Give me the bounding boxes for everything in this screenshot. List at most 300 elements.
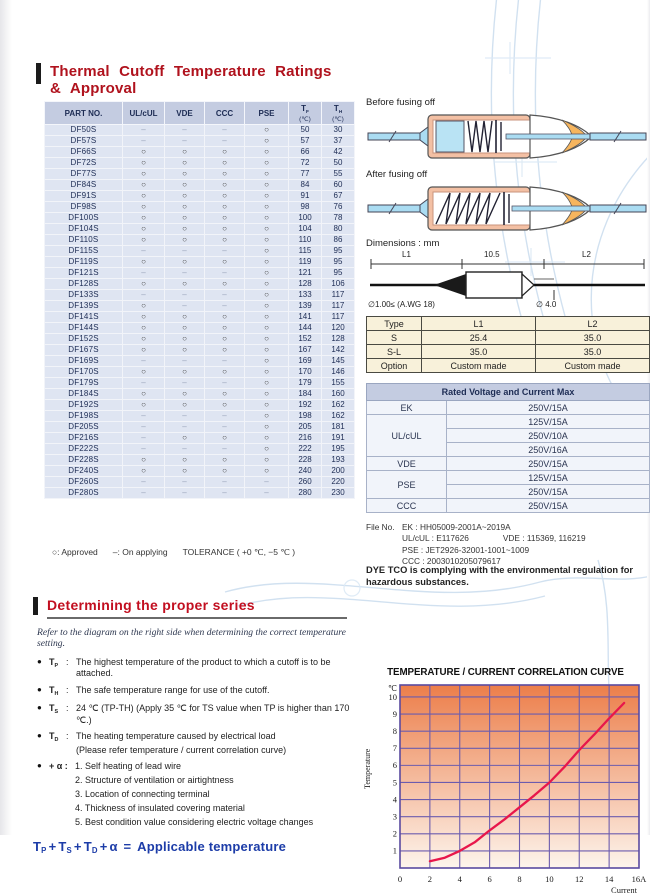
table-row	[45, 279, 355, 290]
file-no-label: File No.	[366, 522, 395, 532]
approval-mark: ○	[123, 213, 165, 224]
alpha-items	[75, 761, 313, 830]
tf-cell: 57	[289, 136, 322, 147]
approval-mark: ○	[205, 345, 245, 356]
file-no-entry: PSE : JET2926-32001-1001~1009	[402, 544, 530, 555]
th-cell: 117	[322, 312, 355, 323]
term-description	[76, 657, 365, 680]
approval-mark: ○	[245, 136, 289, 147]
approval-mark: ○	[205, 367, 245, 378]
page-title	[36, 63, 344, 104]
dimension-value: 25.4	[422, 331, 536, 345]
approval-mark: ○	[245, 246, 289, 257]
th-cell: 191	[322, 433, 355, 444]
ratings-table	[44, 101, 355, 499]
tf-cell: 222	[289, 444, 322, 455]
tf-cell: 280	[289, 488, 322, 499]
wire-diameter-label: ∅1.00≤ (A.WG 18)	[368, 300, 435, 309]
rating-value: 250V/15A	[447, 485, 650, 499]
th-cell: 50	[322, 158, 355, 169]
approval-mark: ○	[123, 323, 165, 334]
part-cell: DF121S	[45, 268, 123, 279]
heading-accent-bar	[33, 597, 38, 615]
tf-cell: 192	[289, 400, 322, 411]
file-numbers	[366, 522, 649, 568]
approval-mark: ○	[245, 444, 289, 455]
determining-heading-text: Determining the proper series	[47, 597, 347, 619]
th-cell: 80	[322, 224, 355, 235]
svg-text:3: 3	[392, 811, 397, 822]
approval-mark: –	[205, 136, 245, 147]
table-row	[367, 345, 650, 359]
approval-mark: ○	[165, 455, 205, 466]
approval-mark: –	[205, 268, 245, 279]
part-cell: DF280S	[45, 488, 123, 499]
tf-cell: 216	[289, 433, 322, 444]
approval-mark: –	[205, 444, 245, 455]
approval-mark: ○	[165, 257, 205, 268]
ratings-header-row	[45, 102, 355, 125]
svg-text:6: 6	[487, 874, 492, 884]
svg-text:7: 7	[392, 743, 397, 754]
th-cell: 37	[322, 136, 355, 147]
approval-mark: ○	[245, 290, 289, 301]
approval-mark: ○	[123, 158, 165, 169]
approval-mark: –	[123, 422, 165, 433]
term-separator: :	[66, 703, 69, 714]
table-row	[367, 499, 650, 513]
approval-mark: –	[123, 433, 165, 444]
approval-mark: ○	[123, 180, 165, 191]
col-part-no: PART NO.	[45, 102, 123, 125]
approval-mark: ○	[165, 323, 205, 334]
approval-mark: –	[123, 268, 165, 279]
temperature-term-list	[33, 657, 365, 756]
th-cell: 42	[322, 147, 355, 158]
svg-text:5: 5	[392, 777, 397, 788]
fuse-before-diagram	[366, 108, 649, 165]
file-no-entry: EK : HH05009-2001A~2019A	[402, 522, 511, 532]
part-cell: DF141S	[45, 312, 123, 323]
approval-mark: ○	[123, 147, 165, 158]
term-bullet	[37, 731, 365, 756]
th-cell: 95	[322, 268, 355, 279]
dimension-value: 35.0	[422, 345, 536, 359]
chart-plot-area	[376, 680, 649, 890]
term-separator: :	[66, 657, 69, 667]
approval-mark: –	[123, 411, 165, 422]
alpha-label: + α :	[49, 761, 68, 772]
approval-mark: –	[165, 411, 205, 422]
tf-cell: 167	[289, 345, 322, 356]
table-row	[45, 147, 355, 158]
dim-mid-label: 10.5	[484, 250, 500, 259]
dimensions-table	[366, 316, 650, 373]
th-cell: 76	[322, 202, 355, 213]
part-cell: DF115S	[45, 246, 123, 257]
title-accent-bar	[36, 63, 41, 84]
table-row	[45, 246, 355, 257]
tf-cell: 119	[289, 257, 322, 268]
table-row	[45, 169, 355, 180]
approval-mark: ○	[123, 400, 165, 411]
approval-mark: ○	[205, 466, 245, 477]
table-row	[45, 323, 355, 334]
page-title-text: Thermal Cutoff Temperature Ratings & Approval	[50, 63, 344, 104]
approval-mark: ○	[123, 367, 165, 378]
term-bullet	[37, 657, 365, 680]
approval-mark: ○	[123, 235, 165, 246]
part-cell: DF98S	[45, 202, 123, 213]
th-cell: 86	[322, 235, 355, 246]
approval-mark: ○	[123, 169, 165, 180]
tf-cell: 205	[289, 422, 322, 433]
part-cell: DF216S	[45, 433, 123, 444]
approval-mark: ○	[205, 279, 245, 290]
table-row	[45, 389, 355, 400]
approval-mark: ○	[205, 147, 245, 158]
plus-operator: +	[99, 839, 108, 855]
approval-mark: ○	[165, 180, 205, 191]
term-description-line: The heating temperature caused by electrical load	[76, 731, 276, 742]
table-row	[45, 202, 355, 213]
determining-section	[33, 597, 365, 855]
determining-heading	[33, 597, 365, 619]
rating-value: 250V/15A	[447, 401, 650, 415]
before-fusing-label: Before fusing off	[366, 97, 436, 108]
svg-text:1: 1	[392, 845, 397, 856]
tf-cell: 179	[289, 378, 322, 389]
file-no-entry: UL/cUL : E117626	[402, 533, 469, 544]
term-subscript: H	[54, 691, 59, 697]
th-cell: 220	[322, 477, 355, 488]
dimensions-title: Dimensions : mm	[366, 238, 440, 249]
determining-intro: Refer to the diagram on the right side when determining the correct temperature setting.	[37, 627, 346, 649]
approval-mark: ○	[165, 389, 205, 400]
tf-cell: 240	[289, 466, 322, 477]
approval-mark: –	[165, 125, 205, 136]
term-description-line: 24 ℃ (TP-TH) (Apply 35 ℃ for TS value when TP is higher than 170 ℃.)	[76, 703, 350, 725]
approval-mark: ○	[205, 202, 245, 213]
part-cell: DF110S	[45, 235, 123, 246]
dimensions-col-header: L1	[422, 317, 536, 331]
approval-mark: –	[205, 422, 245, 433]
approval-mark: –	[123, 378, 165, 389]
table-row	[45, 444, 355, 455]
svg-text:8: 8	[392, 725, 397, 736]
part-cell: DF222S	[45, 444, 123, 455]
equals-operator: =	[119, 839, 136, 855]
rohs-note: DYE TCO is complying with the environmental regulation for hazardous substances.	[366, 565, 634, 588]
th-cell: 55	[322, 169, 355, 180]
approval-mark: –	[205, 301, 245, 312]
tf-cell: 104	[289, 224, 322, 235]
approval-mark: ○	[165, 202, 205, 213]
term-subscript: D	[54, 737, 59, 744]
approval-mark: ○	[165, 400, 205, 411]
approval-mark: ○	[205, 224, 245, 235]
rating-value: 250V/16A	[447, 443, 650, 457]
ratings-legend	[52, 547, 295, 558]
approval-mark: ○	[123, 345, 165, 356]
after-fusing-label: After fusing off	[366, 169, 428, 180]
approval-mark: –	[165, 268, 205, 279]
term-bullet	[37, 703, 365, 726]
part-cell: DF167S	[45, 345, 123, 356]
legend-applying: –: On applying	[112, 547, 168, 557]
dimension-value: Custom made	[422, 359, 536, 373]
file-no-row	[402, 533, 586, 544]
svg-text:8: 8	[517, 874, 522, 884]
tf-cell: 169	[289, 356, 322, 367]
approval-mark: ○	[245, 466, 289, 477]
tf-cell: 50	[289, 125, 322, 136]
rating-value: 125V/15A	[447, 415, 650, 429]
th-cell: 195	[322, 444, 355, 455]
tf-cell: 100	[289, 213, 322, 224]
tf-cell: 141	[289, 312, 322, 323]
approval-mark: ○	[245, 433, 289, 444]
table-row	[45, 455, 355, 466]
table-row	[367, 401, 650, 415]
approval-mark: –	[205, 488, 245, 499]
approval-mark: ○	[245, 378, 289, 389]
approval-mark: ○	[245, 312, 289, 323]
approval-mark: ○	[245, 367, 289, 378]
approval-mark: ○	[165, 345, 205, 356]
part-cell: DF119S	[45, 257, 123, 268]
table-row	[45, 367, 355, 378]
svg-text:9: 9	[392, 708, 397, 719]
th-cell: 162	[322, 411, 355, 422]
table-row	[45, 488, 355, 499]
table-row	[45, 158, 355, 169]
table-row	[45, 125, 355, 136]
term-subscript: S	[66, 846, 72, 856]
correlation-chart	[362, 667, 649, 895]
approval-mark: –	[123, 290, 165, 301]
approval-mark: ○	[245, 224, 289, 235]
approval-mark: –	[123, 444, 165, 455]
term-description-line: The safe temperature range for use of the cutoff.	[76, 685, 270, 695]
part-cell: DF77S	[45, 169, 123, 180]
part-cell: DF170S	[45, 367, 123, 378]
approval-mark: ○	[245, 411, 289, 422]
approval-mark: –	[123, 136, 165, 147]
part-cell: DF169S	[45, 356, 123, 367]
formula-term	[84, 839, 98, 854]
agency-label: PSE	[367, 471, 447, 499]
part-cell: DF144S	[45, 323, 123, 334]
approval-mark: –	[205, 378, 245, 389]
term-separator: :	[66, 731, 69, 742]
approval-mark: ○	[245, 279, 289, 290]
file-no-entry: CCC : 2003010205079617	[402, 556, 501, 567]
tf-cell: 170	[289, 367, 322, 378]
table-row	[367, 471, 650, 485]
approval-mark: ○	[205, 433, 245, 444]
svg-text:2: 2	[427, 874, 432, 884]
svg-text:12: 12	[575, 874, 584, 884]
approval-mark: ○	[245, 268, 289, 279]
approval-mark: ○	[165, 466, 205, 477]
rating-value: 250V/15A	[447, 457, 650, 471]
term-description	[76, 685, 365, 698]
th-cell: 95	[322, 257, 355, 268]
th-cell: 145	[322, 356, 355, 367]
tf-cell: 152	[289, 334, 322, 345]
tf-cell: 98	[289, 202, 322, 213]
approval-mark: ○	[205, 312, 245, 323]
th-cell: 95	[322, 246, 355, 257]
tf-cell: 84	[289, 180, 322, 191]
part-cell: DF179S	[45, 378, 123, 389]
formula-result: Applicable temperature	[137, 839, 287, 855]
part-cell: DF133S	[45, 290, 123, 301]
chart-x-axis-label: Current	[611, 885, 637, 895]
approval-mark: –	[123, 246, 165, 257]
plus-operator: +	[48, 839, 57, 855]
bullet-icon: ●	[37, 761, 42, 771]
part-cell: DF228S	[45, 455, 123, 466]
part-cell: DF192S	[45, 400, 123, 411]
approval-mark: ○	[123, 334, 165, 345]
table-row	[45, 180, 355, 191]
alpha-item: 2. Structure of ventilation or airtightness	[75, 775, 234, 786]
col-vde: VDE	[165, 102, 205, 125]
approval-mark: ○	[245, 158, 289, 169]
svg-text:10: 10	[545, 874, 554, 884]
part-cell: DF184S	[45, 389, 123, 400]
file-no-entry: VDE : 115369, 116219	[502, 533, 586, 544]
table-row	[45, 400, 355, 411]
part-cell: DF198S	[45, 411, 123, 422]
approval-mark: –	[205, 246, 245, 257]
svg-text:10: 10	[388, 691, 397, 702]
approval-mark: –	[123, 477, 165, 488]
dim-l1-label: L1	[402, 250, 411, 259]
th-cell: 120	[322, 323, 355, 334]
table-row	[367, 457, 650, 471]
alpha-factors	[37, 761, 365, 830]
approval-mark: ○	[165, 279, 205, 290]
dimension-value: S	[367, 331, 422, 345]
th-cell: 181	[322, 422, 355, 433]
part-cell: DF91S	[45, 191, 123, 202]
term-subscript: D	[91, 846, 98, 856]
bullet-icon: ●	[37, 703, 42, 713]
term-main: T	[58, 839, 67, 855]
approval-mark: ○	[205, 169, 245, 180]
part-cell: DF66S	[45, 147, 123, 158]
th-cell: 193	[322, 455, 355, 466]
table-row	[45, 224, 355, 235]
tf-cell: 133	[289, 290, 322, 301]
part-cell: DF104S	[45, 224, 123, 235]
svg-text:2: 2	[392, 828, 397, 839]
body-diameter-label: ∅ 4.0	[536, 300, 557, 309]
rating-value: 125V/15A	[447, 471, 650, 485]
table-row	[45, 235, 355, 246]
part-cell: DF205S	[45, 422, 123, 433]
approval-mark: –	[165, 444, 205, 455]
approval-mark: ○	[245, 345, 289, 356]
tf-cell: 260	[289, 477, 322, 488]
part-cell: DF240S	[45, 466, 123, 477]
table-row	[45, 312, 355, 323]
approval-mark: ○	[123, 224, 165, 235]
approval-mark: –	[205, 290, 245, 301]
term-subscript: P	[41, 846, 47, 856]
tf-cell: 128	[289, 279, 322, 290]
table-row	[45, 334, 355, 345]
approval-mark: ○	[123, 455, 165, 466]
tf-cell: 91	[289, 191, 322, 202]
table-row	[45, 433, 355, 444]
file-no-row	[402, 522, 586, 533]
bullet-icon: ●	[37, 657, 42, 666]
approval-mark: –	[205, 411, 245, 422]
approval-mark: ○	[165, 224, 205, 235]
term-symbol	[49, 731, 66, 756]
agency-label: VDE	[367, 457, 447, 471]
approval-mark: ○	[245, 147, 289, 158]
ratings-body	[45, 125, 355, 499]
approval-mark: ○	[205, 235, 245, 246]
rating-value: 250V/10A	[447, 429, 650, 443]
chart-title: TEMPERATURE / CURRENT CORRELATION CURVE	[387, 667, 624, 678]
approval-mark: –	[165, 136, 205, 147]
approval-mark: ○	[245, 301, 289, 312]
alpha-item: 1. Self heating of lead wire	[75, 761, 182, 772]
table-row	[45, 213, 355, 224]
chart-canvas	[376, 680, 645, 885]
alpha-item: 5. Best condition value considering electric voltage changes	[75, 816, 314, 827]
approval-mark: ○	[123, 389, 165, 400]
tf-cell: 66	[289, 147, 322, 158]
approval-mark: –	[205, 477, 245, 488]
dimensions-col-header: Type	[367, 317, 422, 331]
rated-voltage-table	[366, 383, 650, 513]
dimension-value: S-L	[367, 345, 422, 359]
approval-mark: ○	[205, 400, 245, 411]
approval-mark: –	[245, 488, 289, 499]
col-pse: PSE	[245, 102, 289, 125]
approval-mark: ○	[165, 367, 205, 378]
bullet-icon: ●	[37, 731, 42, 741]
term-description-line: The highest temperature of the product to which a cutoff is to be attached.	[76, 657, 331, 679]
tf-cell: 110	[289, 235, 322, 246]
tf-cell: 144	[289, 323, 322, 334]
dimension-diagram	[366, 250, 649, 314]
svg-text:4: 4	[392, 794, 397, 805]
approval-mark: ○	[205, 213, 245, 224]
applicable-temperature-formula	[33, 839, 365, 855]
approval-mark: ○	[245, 257, 289, 268]
approval-mark: ○	[123, 257, 165, 268]
table-row	[45, 356, 355, 367]
approval-mark: ○	[205, 455, 245, 466]
approval-mark: –	[165, 422, 205, 433]
part-cell: DF128S	[45, 279, 123, 290]
approval-mark: ○	[165, 158, 205, 169]
approval-mark: ○	[245, 213, 289, 224]
part-cell: DF50S	[45, 125, 123, 136]
table-row	[45, 345, 355, 356]
term-symbol	[49, 703, 66, 726]
approval-mark: –	[123, 125, 165, 136]
th-cell: 200	[322, 466, 355, 477]
